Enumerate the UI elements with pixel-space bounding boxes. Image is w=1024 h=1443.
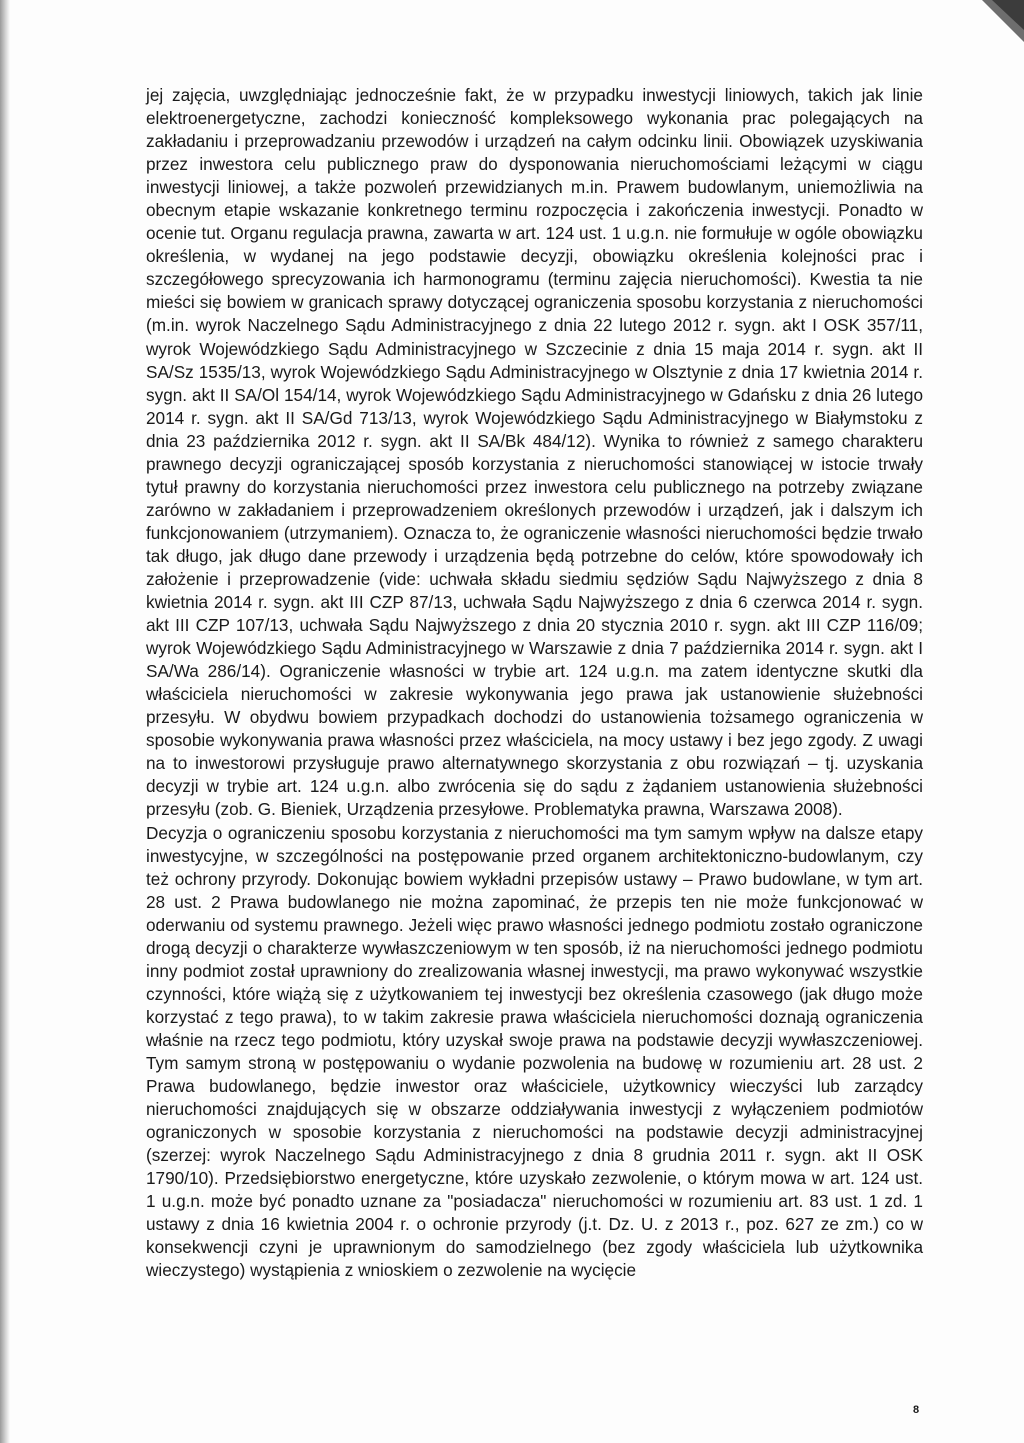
folded-corner-icon [980,0,1024,44]
paragraph-1: jej zajęcia, uwzględniając jednocześnie fakt, że w przypadku inwestycji liniowych, takich jak linie elektroenergetyczne, zachodzi konieczność kompleksowego wykonania prac polegających na zakładaniu i przeprowadzaniu przewodów i urządzeń na całym odcinku linii. Obowiązek uzyskiwania przez inwestora celu publicznego praw do dysponowania nieruchomościami leżącymi w ciągu inwestycji liniowej, a także pozwoleń przewidzianych m.in. Prawem budowlanym, uniemożliwia na obecnym etapie wskazanie konkretnego terminu rozpoczęcia i zakończenia inwestycji. Ponadto w ocenie tut. Organu regulacja prawna, zawarta w art. 124 ust. 1 u.g.n. nie formułuje w ogóle obowiązku określenia, w wydanej na jego podstawie decyzji, obowiązku określenia kolejności prac i szczegółowego sprecyzowania ich harmonogramu (terminu zajęcia nieruchomości). Kwestia ta nie mieści się bowiem w granicach sprawy dotyczącej ograniczenia sposobu korzystania z nieruchomości (m.in. wyrok Naczelnego Sądu Administracyjnego z dnia 22 lutego 2012 r. sygn. akt I OSK 357/11, wyrok Wojewódzkiego Sądu Administracyjnego w Szczecinie z dnia 15 maja 2014 r. sygn. akt II SA/Sz 1535/13, wyrok Wojewódzkiego Sądu Administracyjnego w Olsztynie z dnia 17 kwietnia 2014 r. sygn. akt II SA/Ol 154/14, wyrok Wojewódzkiego Sądu Administracyjnego w Gdańsku z dnia 26 lutego 2014 r. sygn. akt II SA/Gd 713/13, wyrok Wojewódzkiego Sądu Administracyjnego w Białymstoku z dnia 23 października 2012 r. sygn. akt II SA/Bk 484/12). Wynika to również z samego charakteru prawnego decyzji ograniczającej sposób korzystania z nieruchomości stanowiącej w istocie trwały tytuł prawny do korzystania nieruchomości przez inwestora celu publicznego na potrzeby związane zarówno w zakładaniem i przeprowadzeniem określonych przewodów i urządzeń, jak i dalszym ich funkcjonowaniem (utrzymaniem). Oznacza to, że ograniczenie własności nieruchomości będzie trwało tak długo, jak długo dane przewody i urządzenia będą potrzebne do celów, które spowodowały ich założenie i przeprowadzenie (vide: uchwała składu siedmiu sędziów Sądu Najwyższego z dnia 8 kwietnia 2014 r. sygn. akt III CZP 87/13, uchwała Sądu Najwyższego z dnia 6 czerwca 2014 r. sygn. akt III CZP 107/13, uchwała Sądu Najwyższego z dnia 20 stycznia 2010 r. sygn. akt III CZP 116/09; wyrok Wojewódzkiego Sądu Administracyjnego w Warszawie z dnia 7 października 2014 r. sygn. akt I SA/Wa 286/14). Ograniczenie własności w trybie art. 124 u.g.n. ma zatem identyczne skutki dla właściciela nieruchomości w zakresie wykonywania jego prawa jak ustanowienie służebności przesyłu. W obydwu bowiem przypadkach dochodzi do ustanowienia tożsamego ograniczenia w sposobie wykonywania prawa własności przez właściciela, na mocy ustawy i bez jego zgody. Z uwagi na to inwestorowi przysługuje prawo alternatywnego skorzystania z obu rozwiązań – tj. uzyskania decyzji w trybie art. 124 u.g.n. albo zwrócenia się do sądu z żądaniem ustanowienia służebności przesyłu (zob. G. Bieniek, Urządzenia przesyłowe. Problematyka prawna, Warszawa 2008). [146,85,923,820]
page-number: 8 [913,1404,920,1416]
body-text [146,84,923,1282]
paragraph-2: Decyzja o ograniczeniu sposobu korzystania z nieruchomości ma tym samym wpływ na dalsze etapy inwestycyjne, w szczególności na postępowanie przed organem architektoniczno-budowlanym, czy też ochrony przyrody. Dokonując bowiem wykładni przepisów ustawy – Prawo budowlane, w tym art. 28 ust. 2 Prawa budowlanego nie można zapominać, że przepis ten nie może funkcjonować w oderwaniu od systemu prawnego. Jeżeli więc prawo własności jednego podmiotu zostało ograniczone drogą decyzji o charakterze wywłaszczeniowym w ten sposób, iż na nieruchomości jednego podmiotu inny podmiot został uprawniony do zrealizowania własnej inwestycji, ma prawo wykonywać wszystkie czynności, które wiążą się z użytkowaniem tej inwestycji bez określenia czasowego (jak długo może korzystać z tego prawa), to w takim zakresie prawa właściciela nieruchomości doznają ograniczenia właśnie na rzecz tego podmiotu, który uzyskał swoje prawa na podstawie decyzji wywłaszczeniowej. Tym samym stroną w postępowaniu o wydanie pozwolenia na budowę w rozumieniu art. 28 ust. 2 Prawa budowlanego, będzie inwestor oraz właściciele, użytkownicy wieczyści lub zarządcy nieruchomości znajdujących się w obszarze oddziaływania inwestycji z wyłączeniem podmiotów ograniczonych w sposobie korzystania z nieruchomości na podstawie decyzji administracyjnej (szerzej: wyrok Naczelnego Sądu Administracyjnego z dnia 8 grudnia 2011 r. sygn. akt II OSK 1790/10). Przedsiębiorstwo energetyczne, które uzyskało zezwolenie, o którym mowa w art. 124 ust. 1 u.g.n. może być ponadto uznane za "posiadacza" nieruchomości w rozumieniu art. 83 ust. 1 zd. 1 ustawy z dnia 16 kwietnia 2004 r. o ochronie przyrody (j.t. Dz. U. z 2013 r., poz. 627 ze zm.) co w konsekwencji czyni je uprawnionym do samodzielnego (bez zgody właściciela lub użytkownika wieczystego) wystąpienia z wnioskiem o zezwolenie na wycięcie [146,822,923,1281]
scan-edge [0,0,10,1443]
